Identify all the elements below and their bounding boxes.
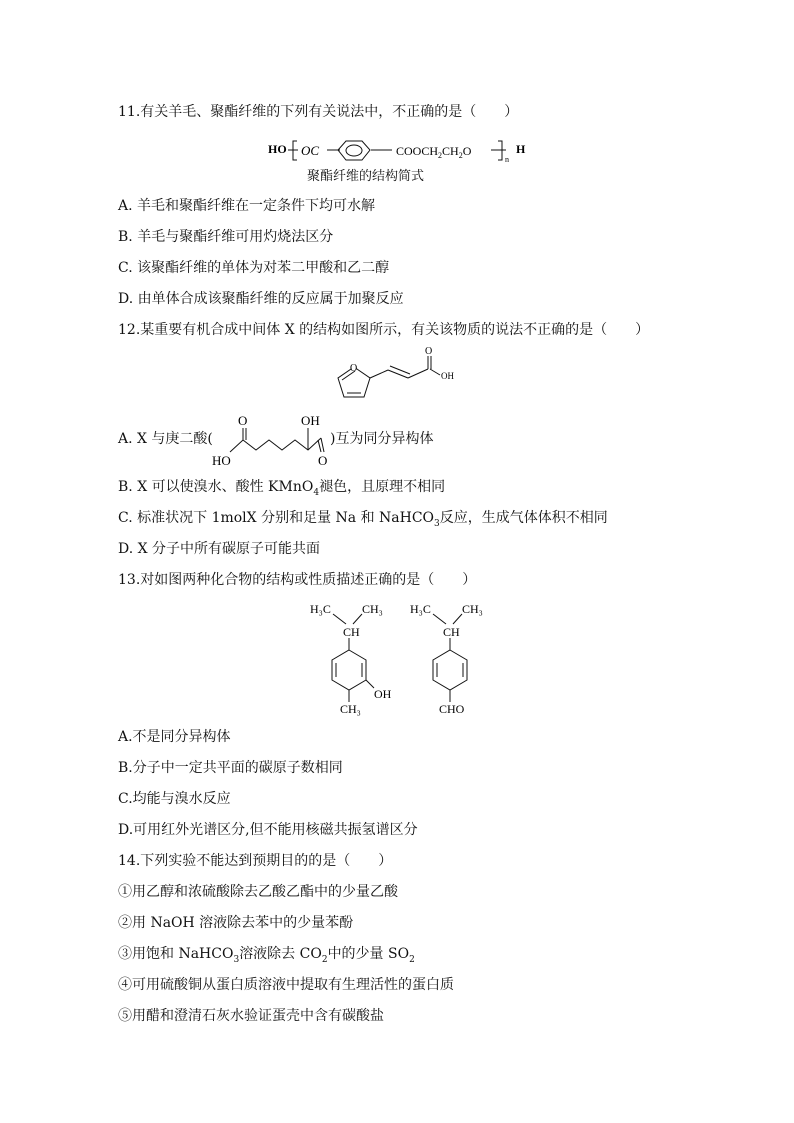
left-ch3-bottom: CH₃ — [340, 702, 361, 716]
question-14-stem: 14.下列实验不能达到预期目的的是（ ） — [118, 853, 393, 869]
question-13-stem: 13.对如图两种化合物的结构或性质描述正确的是（ ） — [118, 572, 477, 588]
formula-oc: OC — [301, 143, 320, 158]
q12-option-d: D. X 分子中所有碳原子可能共面 — [118, 541, 321, 557]
q14-item-1: ①用乙醇和浓硫酸除去乙酸乙酯中的少量乙酸 — [118, 884, 398, 900]
acid-o-left: O — [238, 413, 248, 428]
left-oh: OH — [374, 687, 392, 701]
q14-item-2: ②用 NaOH 溶液除去苯中的少量苯酚 — [118, 915, 354, 931]
left-h3c: H₃C — [310, 602, 331, 616]
q11-option-d: D. 由单体合成该聚酯纤维的反应属于加聚反应 — [118, 291, 404, 307]
svg-text:O: O — [350, 363, 358, 374]
hydroxyl-label: OH — [441, 371, 454, 381]
right-h3c: H₃C — [410, 602, 431, 616]
q14-item-4: ④可用硫酸铜从蛋白质溶液中提取有生理活性的蛋白质 — [118, 977, 454, 993]
formula-ho: HO — [268, 142, 287, 156]
q13-option-d: D.可用红外光谱区分,但不能用核磁共振氢谱区分 — [118, 822, 418, 838]
q12-option-c: C. 标准状况下 1molX 分别和足量 Na 和 NaHCO$_3$反应，生成气体体积不相同 — [118, 510, 608, 529]
q13-option-a: A.不是同分异构体 — [118, 729, 231, 745]
acid-o-right: O — [318, 453, 328, 468]
acid-oh-top: OH — [301, 413, 320, 428]
left-ch3: CH₃ — [362, 602, 383, 616]
formula-caption: 聚酯纤维的结构简式 — [307, 169, 425, 184]
q12-option-a-suffix: )互为同分异构体 — [330, 431, 434, 447]
right-ch: CH — [443, 625, 460, 639]
left-ch: CH — [343, 625, 360, 639]
formula-h: H — [516, 142, 526, 156]
acid-ho-bottom: HO — [212, 453, 231, 468]
q13-option-c: C.均能与溴水反应 — [118, 791, 231, 807]
q11-option-a: A. 羊毛和聚酯纤维在一定条件下均可水解 — [118, 198, 376, 214]
q11-option-b: B. 羊毛与聚酯纤维可用灼烧法区分 — [118, 229, 334, 245]
q14-item-5: ⑤用醋和澄清石灰水验证蛋壳中含有碳酸盐 — [118, 1008, 384, 1024]
right-ch3: CH₃ — [462, 602, 483, 616]
q11-option-c: C. 该聚酯纤维的单体为对苯二甲酸和乙二醇 — [118, 260, 390, 276]
svg-text:COOCH2CH2O: $COOCH_2CH_2O$ — [396, 144, 472, 160]
q12-option-b: B. X 可以使溴水、酸性 KMnO$_4$褪色，且原理不相同 — [118, 479, 446, 498]
right-cho: CHO — [439, 702, 465, 716]
q12-option-a-prefix: A. X 与庚二酸( — [118, 431, 213, 447]
question-11-stem: 11.有关羊毛、聚酯纤维的下列有关说法中，不正确的是（ ） — [118, 104, 519, 120]
q14-item-3: ③用饱和 NaHCO$_3$溶液除去 $CO_2$中的少量 $SO_2$ — [118, 946, 415, 965]
q13-option-b: B.分子中一定共平面的碳原子数相同 — [118, 760, 343, 776]
question-12-stem: 12.某重要有机合成中间体 X 的结构如图所示，有关该物质的说法不正确的是（ ） — [118, 322, 650, 338]
formula-n: n — [505, 155, 509, 164]
carbonyl-o-label: O — [425, 346, 433, 357]
